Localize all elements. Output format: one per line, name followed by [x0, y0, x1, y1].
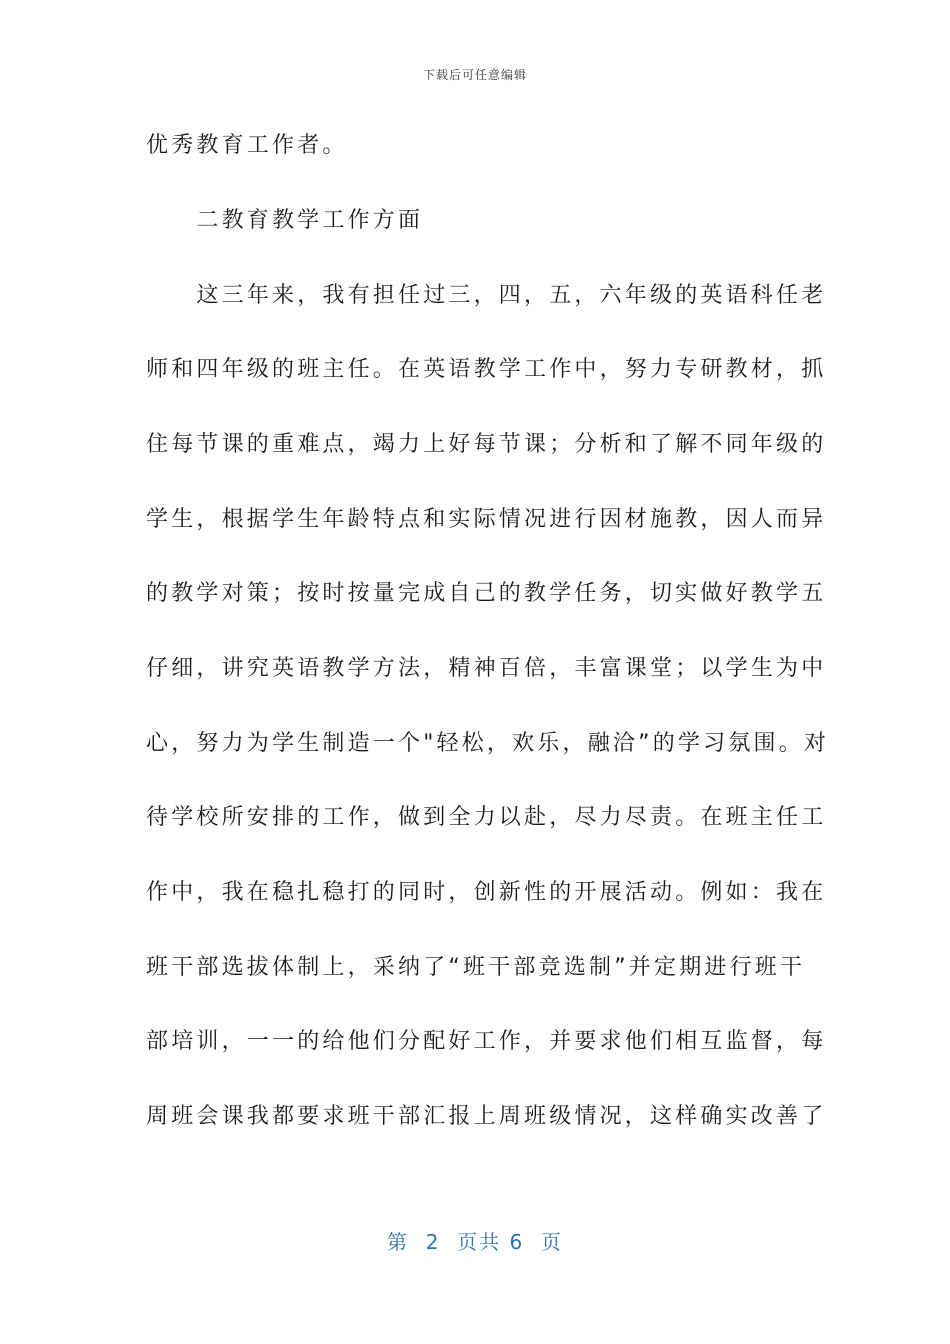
paragraph-line: 住每节课的重难点，竭力上好每节课；分析和了解不同年级的 — [146, 432, 827, 457]
paragraph-line: 这三年来，我有担任过三，四，五，六年级的英语科任老 — [146, 283, 827, 308]
page-header-note: 下载后可任意编辑 — [422, 68, 527, 82]
paragraph-line: 优秀教育工作者。 — [146, 133, 348, 158]
paragraph-line: 的教学对策；按时按量完成自己的教学任务，切实做好教学五 — [146, 581, 827, 606]
paragraph-line: 作中，我在稳扎稳打的同时，创新性的开展活动。例如：我在 — [146, 880, 827, 905]
paragraph-line: 学生，根据学生年龄特点和实际情况进行因材施教，因人而异 — [146, 507, 827, 532]
paragraph-line: 待学校所安排的工作，做到全力以赴，尽力尽责。在班主任工 — [146, 805, 827, 830]
paragraph-line: 班干部选拔体制上，采纳了“班干部竞选制”并定期进行班干 — [146, 955, 806, 980]
paragraph-line: 部培训，一一的给他们分配好工作，并要求他们相互监督，每 — [146, 1029, 827, 1054]
paragraph-line: 师和四年级的班主任。在英语教学工作中，努力专研教材，抓 — [146, 357, 827, 382]
paragraph-line: 心，努力为学生制造一个"轻松，欢乐，融洽”的学习氛围。对 — [146, 731, 830, 756]
page-number: 第 2 页共 6 页 — [387, 1230, 563, 1254]
paragraph-line: 仔细，讲究英语教学方法，精神百倍，丰富课堂；以学生为中 — [146, 656, 827, 681]
paragraph-line: 周班会课我都要求班干部汇报上周班级情况，这样确实改善了 — [146, 1104, 827, 1129]
section-heading: 二教育教学工作方面 — [146, 208, 424, 233]
